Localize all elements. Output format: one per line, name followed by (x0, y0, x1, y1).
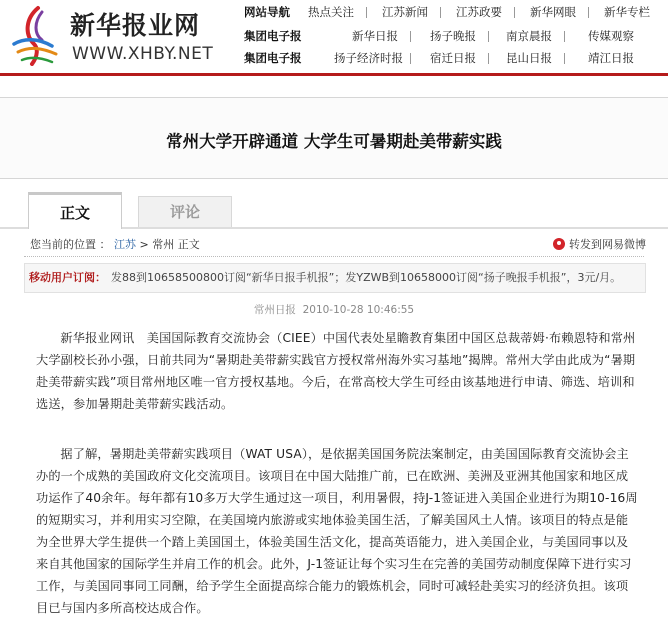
nav-link-xinhua-eye[interactable]: 新华网眼 (530, 5, 576, 19)
nav-link-xinhua-column[interactable]: 新华专栏 (604, 5, 650, 19)
nav-head-epaper: 集团电子报 (244, 51, 302, 65)
mobile-subscribe-text: 发88到10658500800订阅“新华日报手机报”；发YZWB到10658000订阅“扬子晚报手机报”，3元/月。 (111, 271, 622, 284)
article-paragraph: 据了解，暑期赴美带薪实践项目（WAT USA），是依据美国国务院法案制定，由美国国际教育交流协会主办的一个成熟的美国政府文化交流项目。该项目在中国大陆推广前，已在欧洲、美洲及亚洲其他国家和地区成功运作了40余年。每年都有10多万大学生通过这一项目，利用暑假，持J-1签证进入美国企业进行为期10-16周的短期实习，并利用实习空隙，在美国境内旅游或实地体验美国生活，了解美国风土人情。该项目的特点是能为全世界大学生提供一个踏上美国国土，体验美国生活文化，提高英语能力，进入美国企业，与美国同事以及来自其他国家的国际学生并肩工作的机会。此外，J-1签证让每个实习生在完善的美国劳动制度保障下进行实习工作，与美国同事同工同酬，给予学生全面提高综合能力的锻炼机会，同时可减轻赴美实习的经济负担。该项目已与国内多所高校达成合作。 (36, 447, 638, 615)
nav-link-hot[interactable]: 热点关注 (308, 5, 354, 19)
nav-divider (410, 53, 411, 64)
article-datetime: 2010-10-28 10:46:55 (302, 304, 415, 316)
breadcrumb-item-changzhou[interactable]: 常州 (152, 238, 175, 251)
nav-divider (366, 7, 367, 18)
tab-comments[interactable]: 评论 (138, 196, 232, 227)
nav-divider (564, 31, 565, 42)
nav-row-epaper-1 (244, 28, 668, 48)
nav-link-yangtse-economic[interactable]: 扬子经济时报 (334, 51, 403, 65)
header-divider (0, 73, 668, 76)
nav-link-jingjiang-daily[interactable]: 靖江日报 (588, 51, 634, 65)
nav-divider (488, 53, 489, 64)
nav-head-epaper: 集团电子报 (244, 29, 302, 43)
nav-row-epaper-2 (244, 50, 668, 70)
nav-divider (514, 7, 515, 18)
breadcrumb-item-jiangsu[interactable]: 江苏 (114, 238, 136, 251)
nav-link-suqian-daily[interactable]: 宿迁日报 (430, 51, 476, 65)
breadcrumb-label: 您当前的位置 ： (30, 238, 111, 251)
nav-divider (588, 7, 589, 18)
nav-link-kunshan-daily[interactable]: 昆山日报 (506, 51, 552, 65)
nav-link-media-watch[interactable]: 传媒观察 (588, 29, 634, 43)
nav-link-nanjing-morning[interactable]: 南京晨报 (506, 29, 552, 43)
nav-link-jiangsu-news[interactable]: 江苏新闻 (382, 5, 428, 19)
nav-divider (488, 31, 489, 42)
breadcrumb (30, 236, 200, 252)
logo-url-text[interactable]: WWW.XHBY.NET (72, 44, 214, 64)
share-weibo-link[interactable] (553, 236, 646, 252)
article-source: 常州日报 (253, 304, 296, 316)
logo-chinese-name[interactable]: 新华报业网 (70, 11, 201, 40)
nav-head-site: 网站导航 (244, 5, 290, 19)
nav-link-yangtse-evening[interactable]: 扬子晚报 (430, 29, 476, 43)
nav-divider (440, 7, 441, 18)
nav-divider (564, 53, 565, 64)
nav-divider (410, 31, 411, 42)
article-meta (0, 302, 668, 317)
tab-article[interactable]: 正文 (28, 192, 122, 229)
nav-link-jiangsu-politics[interactable]: 江苏政要 (456, 5, 502, 19)
netease-weibo-icon[interactable] (553, 238, 565, 250)
nav-row-site (244, 4, 668, 24)
xhby-logo-icon[interactable] (8, 4, 62, 66)
breadcrumb-divider (24, 256, 644, 257)
mobile-subscribe-bar (24, 263, 646, 293)
article-title: 常州大学开辟通道 大学生可暑期赴美带薪实践 (166, 132, 502, 151)
share-weibo-label[interactable]: 转发到网易微博 (569, 238, 646, 251)
mobile-subscribe-label: 移动用户订阅： (29, 271, 106, 284)
breadcrumb-separator: > (139, 238, 149, 251)
article-paragraph: 新华报业网讯 美国国际教育交流协会（CIEE）中国代表处星瞻教育集团中国区总裁蒂姆·布赖恩特和常州大学副校长孙小强，日前共同为“暑期赴美带薪实践官方授权常州海外实习基地”揭牌。常州大学由此成为“暑期赴美带薪实践”项目常州地区唯一官方授权基地。今后，在常高校大学生可经由该基地进行申请、筛选、培训和选送，参加暑期赴美带薪实践活动。 (36, 331, 636, 411)
title-box (0, 97, 668, 179)
breadcrumb-item-current: 正文 (177, 238, 200, 251)
nav-link-xinhua-daily[interactable]: 新华日报 (352, 29, 398, 43)
site-header (0, 0, 668, 76)
